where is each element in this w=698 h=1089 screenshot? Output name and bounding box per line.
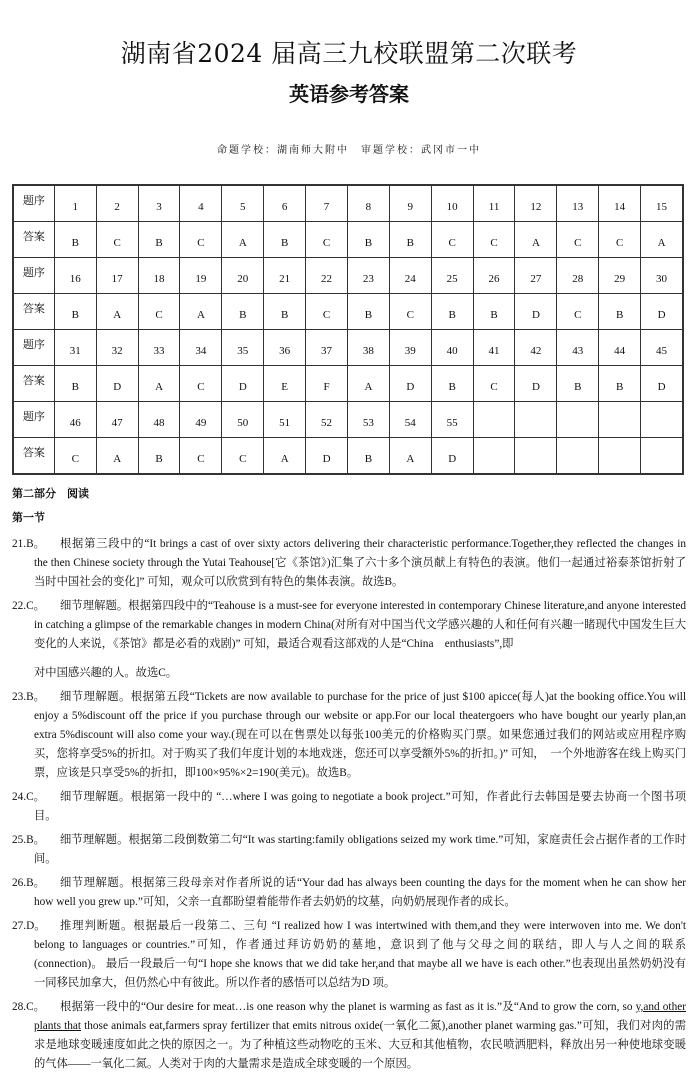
answer-cell: C — [306, 294, 348, 330]
answer-cell: A — [515, 222, 557, 258]
answer-cell: C — [473, 222, 515, 258]
question-cell: 26 — [473, 258, 515, 294]
item-text: 细节理解题。根据第三段母亲对作者所说的话“Your dad has always been counting the days for the moment when he can show her how well you grew up.”可知，父亲一直都盼望着能带作者去奶奶的坟墓，向奶奶展现作者的成长。 — [34, 877, 686, 908]
answer-cell: D — [306, 438, 348, 475]
answer-cell: A — [222, 222, 264, 258]
question-cell — [641, 402, 683, 438]
item-text: 细节理解题。根据第四段中的“Teahouse is a must-see for everyone interested in contemporary Chinese literature,and anyone interested in catching a glimpse of the remarkable changes in modern China(对所有对中国当代文学感兴趣的人和任何有兴趣一睹现代中国发生巨大变化的人来说，《茶馆》都是必看的戏剧)” 可知，最适合观看这部戏的人是“China enthusiasts”,即 — [34, 600, 686, 650]
answer-cell — [557, 438, 599, 475]
answer-cell: C — [306, 222, 348, 258]
answer-row — [13, 222, 683, 258]
answer-explanation-26 — [12, 874, 686, 912]
answer-cell: C — [180, 366, 222, 402]
answer-cell: B — [54, 366, 96, 402]
answer-explanation-28 — [12, 998, 686, 1074]
question-cell: 11 — [473, 185, 515, 222]
answer-cell: C — [138, 294, 180, 330]
question-row-label: 题序 — [13, 258, 54, 294]
answer-cell — [599, 438, 641, 475]
question-cell — [599, 402, 641, 438]
answer-cell: B — [264, 294, 306, 330]
answer-cell: D — [96, 366, 138, 402]
answer-cell: D — [515, 294, 557, 330]
question-cell: 22 — [306, 258, 348, 294]
question-cell: 42 — [515, 330, 557, 366]
answer-row-label: 答案 — [13, 366, 54, 402]
question-cell: 2 — [96, 185, 138, 222]
answer-cell: C — [431, 222, 473, 258]
answer-cell: B — [54, 222, 96, 258]
item-number: 28.C。 — [12, 1001, 45, 1013]
answer-explanation-22 — [12, 597, 686, 683]
answer-cell: C — [599, 222, 641, 258]
answer-row-label: 答案 — [13, 222, 54, 258]
answer-cell: B — [264, 222, 306, 258]
answer-cell — [515, 438, 557, 475]
subsection-heading: 第一节 — [12, 511, 45, 524]
item-text: 推理判断题。根据最后一段第二、三句 “I realized how I was intertwined with them,and they were interwoven into me. We don't belong to languages or countries.”可知，作者通过拜访奶奶的墓地，意识到了他与父母之间的联结，即人与人之间的联系(connection)。 最后一段最后一句“I hope she knows that we did take her,and that maybe all we have is each other.”也表现出虽然奶奶没有一同移民加拿大，但仍然心中有彼此。所以作者的感悟可以总结为D 项。 — [34, 920, 686, 989]
answer-cell: D — [515, 366, 557, 402]
item-number: 24.C。 — [12, 791, 45, 803]
question-cell: 6 — [264, 185, 306, 222]
section-heading: 第二部分 阅读 — [12, 487, 89, 500]
question-cell: 15 — [641, 185, 683, 222]
question-cell: 36 — [264, 330, 306, 366]
question-cell: 43 — [557, 330, 599, 366]
question-cell — [557, 402, 599, 438]
answer-cell: B — [431, 294, 473, 330]
question-cell: 41 — [473, 330, 515, 366]
question-cell — [515, 402, 557, 438]
answer-row — [13, 438, 683, 475]
question-cell: 20 — [222, 258, 264, 294]
answer-cell: B — [54, 294, 96, 330]
item-number: 23.B。 — [12, 691, 45, 703]
question-cell: 49 — [180, 402, 222, 438]
answer-cell: E — [264, 366, 306, 402]
answer-cell: A — [96, 438, 138, 475]
answer-explanation-21 — [12, 535, 686, 592]
answer-cell: B — [222, 294, 264, 330]
answer-cell: B — [347, 294, 389, 330]
answer-cell: B — [347, 438, 389, 475]
answer-cell: D — [641, 366, 683, 402]
answer-explanation-27 — [12, 917, 686, 993]
answer-cell: D — [431, 438, 473, 475]
question-row-label: 题序 — [13, 185, 54, 222]
underlined-phrase: y,and other plants that — [34, 1001, 686, 1032]
question-cell: 3 — [138, 185, 180, 222]
question-cell: 5 — [222, 185, 264, 222]
question-cell: 39 — [389, 330, 431, 366]
question-cell: 47 — [96, 402, 138, 438]
answer-cell: C — [180, 222, 222, 258]
question-cell: 16 — [54, 258, 96, 294]
question-cell: 55 — [431, 402, 473, 438]
question-row-label: 题序 — [13, 402, 54, 438]
answer-row-label: 答案 — [13, 294, 54, 330]
answer-cell: B — [138, 438, 180, 475]
question-cell — [473, 402, 515, 438]
answer-cell: B — [557, 366, 599, 402]
question-cell: 50 — [222, 402, 264, 438]
question-cell: 17 — [96, 258, 138, 294]
answer-cell: A — [264, 438, 306, 475]
item-number: 25.B。 — [12, 834, 45, 846]
question-row-label: 题序 — [13, 330, 54, 366]
item-number: 26.B。 — [12, 877, 45, 889]
answer-cell: C — [222, 438, 264, 475]
question-cell: 30 — [641, 258, 683, 294]
item-number: 27.D。 — [12, 920, 46, 932]
question-cell: 51 — [264, 402, 306, 438]
question-cell: 32 — [96, 330, 138, 366]
item-number: 22.C。 — [12, 600, 45, 612]
question-cell: 31 — [54, 330, 96, 366]
item-text: 细节理解题。根据第五段“Tickets are now available to purchase for the price of just $100 apicce(每人)at the booking office.You will enjoy a 5%discount off the price if you purchase through our website or app.For our local theatergoers who have bought our yearly plan,an extra 5%discount will also come your way.(现在可以在售票处以每张100美元的价格购买门票。如果您通过我们的网站或应用程序购买，您将享受5%的折扣。对于购买了我们年度计划的本地戏迷，您还可以享受额外5%的折扣。)” 可知， 一个外地游客在线上购买门票，应该是只享受5%的折扣，即100×95%×2=190(美元)。故选B。 — [34, 691, 686, 779]
answer-cell: D — [222, 366, 264, 402]
question-cell: 24 — [389, 258, 431, 294]
answer-row — [13, 366, 683, 402]
question-cell: 28 — [557, 258, 599, 294]
answer-cell — [473, 438, 515, 475]
answer-cell: B — [138, 222, 180, 258]
document-title: 湖南省2024 届高三九校联盟第二次联考 — [120, 39, 578, 68]
question-cell: 8 — [347, 185, 389, 222]
schools-line: 命题学校：湖南师大附中 审题学校：武冈市一中 — [217, 145, 481, 156]
answer-cell: B — [599, 294, 641, 330]
question-cell: 7 — [306, 185, 348, 222]
answer-cell: C — [96, 222, 138, 258]
question-cell: 37 — [306, 330, 348, 366]
answer-cell: B — [431, 366, 473, 402]
answer-cell: A — [138, 366, 180, 402]
answer-cell: B — [473, 294, 515, 330]
question-cell: 29 — [599, 258, 641, 294]
question-cell: 27 — [515, 258, 557, 294]
item-text: 根据第三段中的“It brings a cast of over sixty actors delivering their characteristic performance.Together,they reflected the changes in the then Chinese society through the Yutai Teahouse[它《茶馆》)汇集了六十多个演员献上有特色的表演。他们一起通过裕泰茶馆折射了当时中国社会的变化]” 可知，观众可以欣赏到有特色的集体表演。故选B。 — [34, 538, 686, 588]
question-cell: 46 — [54, 402, 96, 438]
question-cell: 14 — [599, 185, 641, 222]
answer-cell — [641, 438, 683, 475]
answer-row-label: 答案 — [13, 438, 54, 475]
answer-explanation-23 — [12, 688, 686, 783]
question-cell: 25 — [431, 258, 473, 294]
question-cell: 38 — [347, 330, 389, 366]
question-cell: 48 — [138, 402, 180, 438]
answer-cell: A — [180, 294, 222, 330]
answer-cell: A — [641, 222, 683, 258]
answer-cell: A — [389, 438, 431, 475]
reading-answers — [12, 487, 686, 1079]
question-cell: 19 — [180, 258, 222, 294]
question-cell: 4 — [180, 185, 222, 222]
answer-cell: D — [641, 294, 683, 330]
question-cell: 13 — [557, 185, 599, 222]
item-text-after: those animals eat,farmers spray fertilizer that emits nitrous oxide(一氧化二氮),another planet warming gas.”可知，我们对肉的需求是地球变暖速度如此之快的原因之一。为了种植这些动物吃的玉米、大豆和其他植物，农民喷洒肥料，释放出另一种使地球变暖的气体——一氧化二氮。人类对于肉的大量需求是造成全球变暖的一个原因。 — [34, 1020, 686, 1070]
item-text-continued: 对中国感兴趣的人。故选C。 — [34, 667, 178, 679]
answer-cell: A — [347, 366, 389, 402]
question-row — [13, 258, 683, 294]
question-cell: 54 — [389, 402, 431, 438]
item-number: 21.B。 — [12, 538, 45, 550]
answer-cell: C — [557, 222, 599, 258]
answer-cell: B — [347, 222, 389, 258]
item-text: 细节理解题。根据第二段倒数第二句“It was starting:family obligations seized my work time.”可知，家庭责任会占据作者的工作时间。 — [34, 834, 686, 865]
item-text-before: 根据第一段中的“Our desire for meat…is one reason why the planet is warming as fast as it is.”及“And to grow the corn, so — [60, 1001, 636, 1013]
question-cell: 40 — [431, 330, 473, 366]
question-cell: 21 — [264, 258, 306, 294]
answer-cell: D — [389, 366, 431, 402]
answer-cell: C — [557, 294, 599, 330]
item-text: 细节理解题。根据第一段中的 “…where I was going to negotiate a book project.”可知，作者此行去韩国是要去协商一个图书项目。 — [34, 791, 686, 822]
question-row — [13, 330, 683, 366]
answer-cell: C — [389, 294, 431, 330]
question-row — [13, 402, 683, 438]
question-cell: 52 — [306, 402, 348, 438]
question-cell: 1 — [54, 185, 96, 222]
question-cell: 33 — [138, 330, 180, 366]
answer-cell: F — [306, 366, 348, 402]
answer-row — [13, 294, 683, 330]
answer-cell: C — [54, 438, 96, 475]
answer-table — [12, 184, 684, 475]
item-text — [34, 998, 686, 1074]
question-cell: 10 — [431, 185, 473, 222]
answer-explanation-24 — [12, 788, 686, 826]
question-cell: 53 — [347, 402, 389, 438]
question-row — [13, 185, 683, 222]
answer-cell: C — [473, 366, 515, 402]
answer-cell: B — [599, 366, 641, 402]
question-cell: 35 — [222, 330, 264, 366]
answer-cell: C — [180, 438, 222, 475]
question-cell: 18 — [138, 258, 180, 294]
question-cell: 12 — [515, 185, 557, 222]
question-cell: 9 — [389, 185, 431, 222]
question-cell: 45 — [641, 330, 683, 366]
question-cell: 44 — [599, 330, 641, 366]
answer-explanation-25 — [12, 831, 686, 869]
answer-cell: B — [389, 222, 431, 258]
question-cell: 23 — [347, 258, 389, 294]
answer-cell: A — [96, 294, 138, 330]
question-cell: 34 — [180, 330, 222, 366]
document-subtitle: 英语参考答案 — [289, 82, 409, 106]
